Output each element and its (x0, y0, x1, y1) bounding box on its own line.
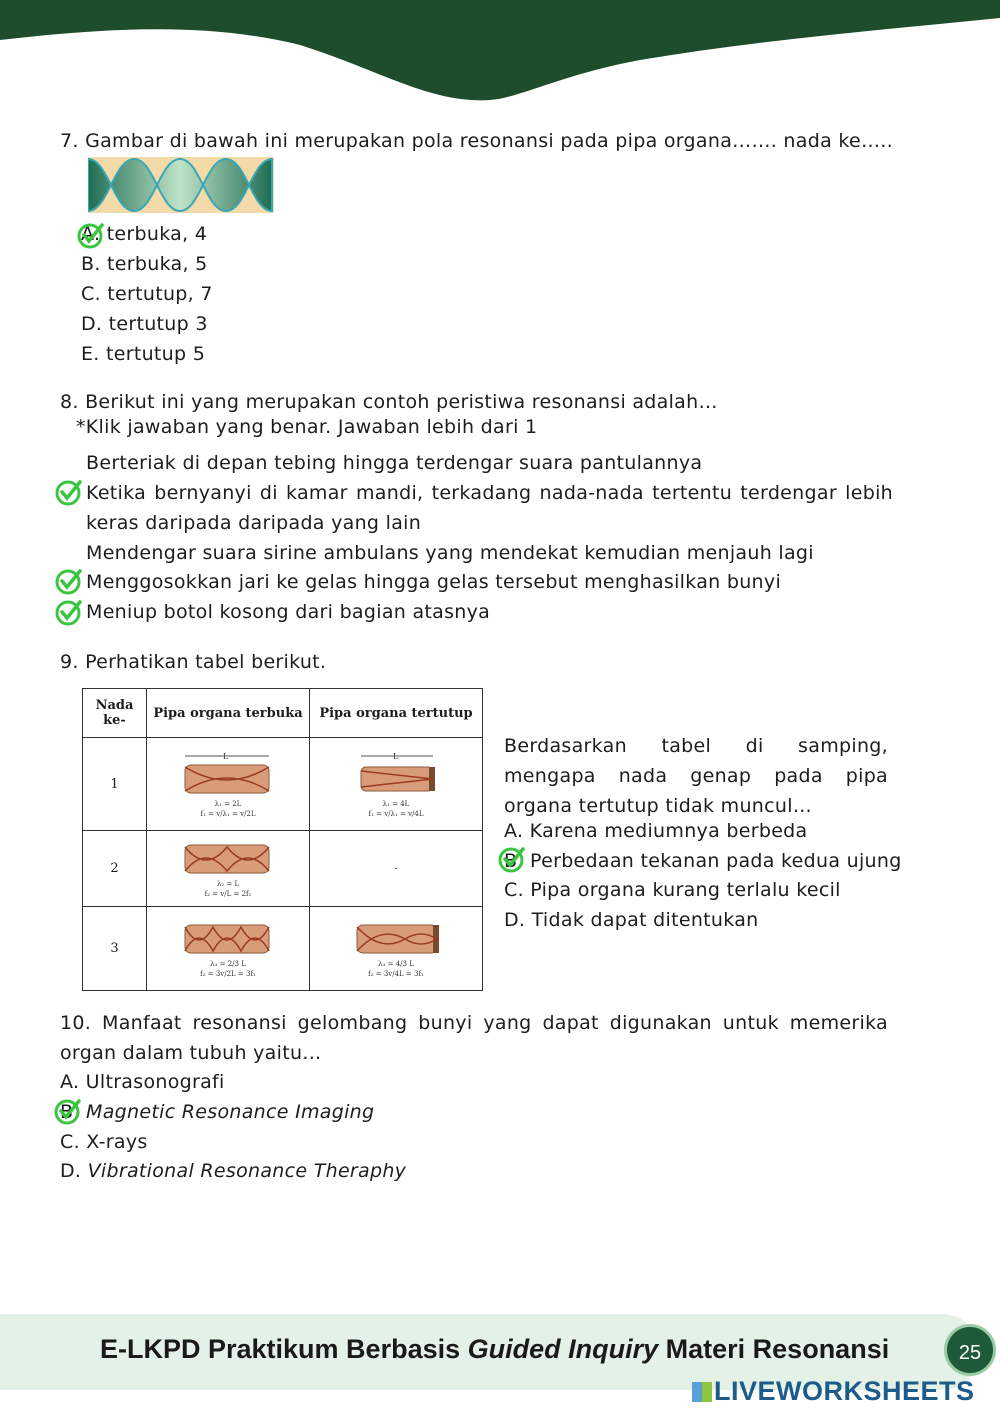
formula: λ₂ = L (216, 879, 240, 888)
pipe-length-label: L (393, 752, 399, 761)
q7-option[interactable]: D. tertutup 3 (81, 313, 208, 335)
open-pipe-second (173, 839, 283, 879)
check-icon (497, 844, 527, 874)
pipe-length-label: L (223, 752, 229, 761)
table-header: Nada ke- (83, 689, 147, 738)
logo-grid-icon (692, 1382, 712, 1402)
liveworksheets-logo: LIVEWORKSHEETS (692, 1376, 975, 1407)
q8-option[interactable]: Menggosokkan jari ke gelas hingga gelas tersebut menghasilkan bunyi (86, 571, 782, 593)
table-header: Pipa organa terbuka (147, 689, 310, 738)
q9-option[interactable]: A. Karena mediumnya berbeda (504, 820, 808, 842)
option-letter: C. (60, 1131, 80, 1153)
resonance-pattern-image (88, 157, 274, 213)
formula: λ₁ = 2L (214, 800, 242, 808)
resonance-table (82, 688, 483, 991)
q8-option[interactable]: Ketika bernyanyi di kamar mandi, terkadang nada-nada tertentu terdengar lebih keras daripada daripada yang lain (86, 482, 893, 534)
table-cell-n: 2 (83, 831, 147, 907)
q7-option[interactable]: A. terbuka, 4 (81, 223, 208, 245)
q7-option[interactable]: E. tertutup 5 (81, 343, 206, 365)
formula: f₃ = 3v/4L = 3f₁ (368, 969, 424, 978)
table-cell-closed (310, 907, 483, 991)
q10-option[interactable] (60, 1067, 225, 1097)
table-cell-closed (310, 738, 483, 831)
closed-pipe-third (341, 919, 451, 959)
q8-option[interactable]: Mendengar suara sirine ambulans yang mendekat kemudian menjauh lagi (86, 542, 814, 564)
table-cell-open (147, 831, 310, 907)
check-icon (76, 220, 106, 250)
option-text: X-rays (86, 1131, 148, 1153)
check-icon (53, 1096, 83, 1126)
q8-option[interactable]: Berteriak di depan tebing hingga terdengar suara pantulannya (86, 452, 703, 474)
option-text: Ultrasonografi (85, 1071, 225, 1093)
q9-prompt: Berdasarkan tabel di samping, mengapa nada genap pada pipa organa tertutup tidak muncul… (504, 735, 888, 817)
table-cell-open (147, 907, 310, 991)
formula: f₁ = v/λ₁ = v/2L (200, 810, 256, 818)
formula: f₁ = v/λ₁ = v/4L (368, 810, 424, 818)
q10-question: 10. Manfaat resonansi gelombang bunyi yang dapat digunakan untuk memerika organ dalam tubuh yaitu… (60, 1012, 888, 1064)
open-pipe-third (173, 919, 283, 959)
footer-title: E-LKPD Praktikum Berbasis Guided Inquiry Materi Resonansi (100, 1334, 890, 1364)
formula: λ₃ = 2/3 L (210, 959, 246, 968)
check-icon (54, 566, 84, 596)
page-number: 25 (944, 1324, 996, 1376)
header-wave (0, 0, 1000, 110)
table-header: Pipa organa tertutup (310, 689, 483, 738)
option-text: Magnetic Resonance Imaging (86, 1101, 375, 1123)
option-letter: A. (60, 1071, 80, 1093)
q10-option[interactable] (60, 1127, 148, 1157)
option-text: Vibrational Resonance Theraphy (87, 1160, 407, 1182)
option-letter: B. (60, 1101, 80, 1123)
table-cell-open (147, 738, 310, 831)
formula: f₃ = 3v/2L = 3f₁ (200, 969, 256, 978)
table-cell-n: 3 (83, 907, 147, 991)
open-pipe-fundamental (173, 749, 283, 799)
check-icon (54, 477, 84, 507)
q8-option[interactable]: Meniup botol kosong dari bagian atasnya (86, 601, 491, 623)
check-icon (54, 597, 84, 627)
q8-question: 8. Berikut ini yang merupakan contoh peristiwa resonansi adalah… (60, 391, 718, 413)
q10-option[interactable] (60, 1156, 406, 1186)
q9-option[interactable]: C. Pipa organa kurang terlalu kecil (504, 879, 841, 901)
q7-option[interactable]: C. tertutup, 7 (81, 283, 213, 305)
option-letter: D. (60, 1160, 82, 1182)
q10-option[interactable] (60, 1097, 374, 1127)
formula: λ₁ = 4L (382, 800, 410, 808)
q7-option[interactable]: B. terbuka, 5 (81, 253, 208, 275)
table-cell-closed: - (310, 831, 483, 907)
q9-option[interactable]: B. Perbedaan tekanan pada kedua ujung (504, 850, 902, 872)
q7-question: 7. Gambar di bawah ini merupakan pola resonansi pada pipa organa……. nada ke….. (60, 130, 893, 152)
formula: λ₃ = 4/3 L (378, 959, 414, 968)
formula: f₂ = v/L = 2f₁ (204, 889, 252, 898)
q9-question: 9. Perhatikan tabel berikut. (60, 651, 327, 673)
closed-pipe-fundamental (341, 749, 451, 799)
q9-option[interactable]: D. Tidak dapat ditentukan (504, 909, 759, 931)
q8-instruction: *Klik jawaban yang benar. Jawaban lebih dari 1 (76, 416, 538, 438)
table-cell-n: 1 (83, 738, 147, 831)
